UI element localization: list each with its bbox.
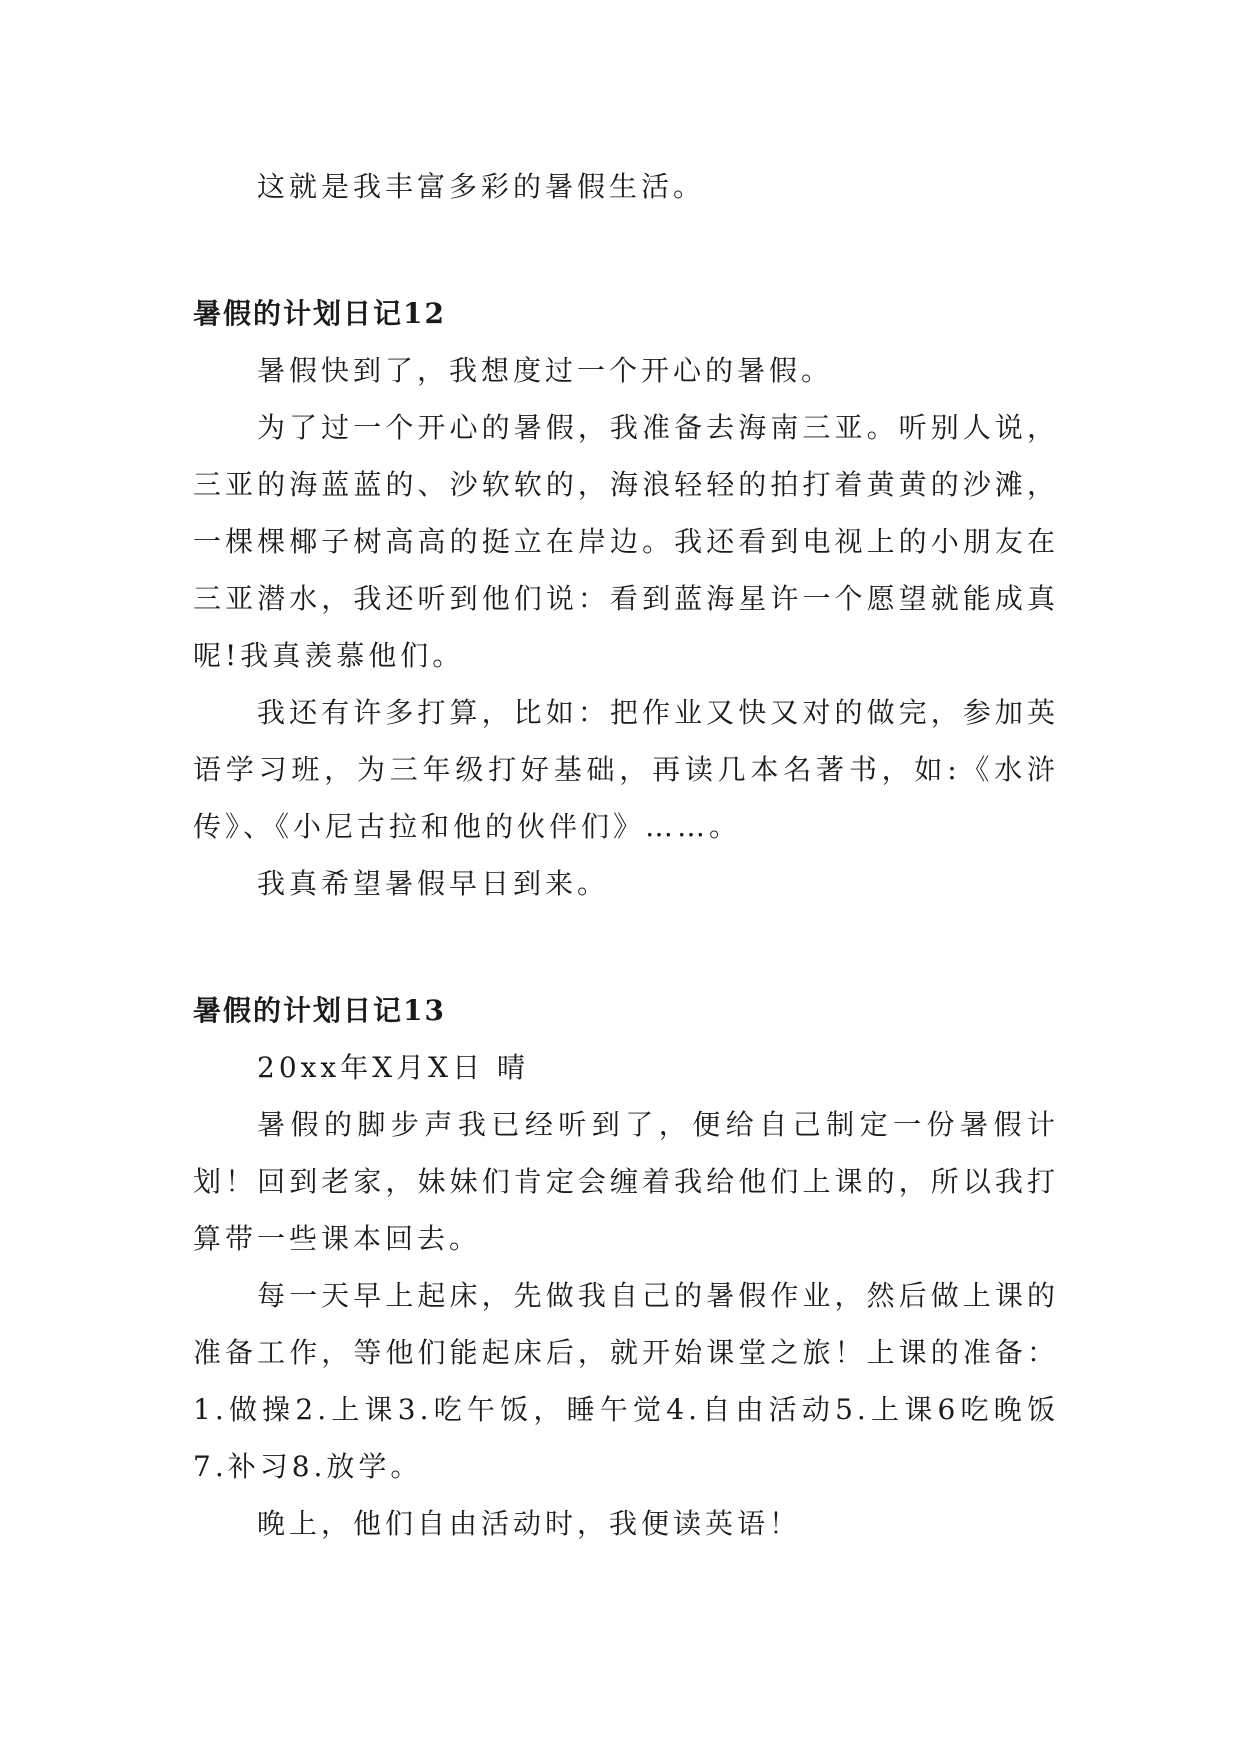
section-spacer — [193, 912, 1059, 982]
section-13-title: 暑假的计划日记13 — [193, 994, 446, 1027]
section-spacer — [193, 215, 1059, 285]
section-12-paragraph-3: 我还有许多打算，比如：把作业又快又对的做完，参加英语学习班，为三年级打好基础，再读几本名著书，如:《水浒传》、《小尼古拉和他的伙伴们》……。 — [193, 696, 1059, 843]
section-13-paragraph-2: 每一天早上起床，先做我自己的暑假作业，然后做上课的准备工作，等他们能起床后，就开始课堂之旅！上课的准备：1.做操2.上课3.吃午饭，睡午觉4.自由活动5.上课6吃晚饭7.补习8.放学。 — [193, 1279, 1059, 1483]
section-12-paragraph-1: 暑假快到了，我想度过一个开心的暑假。 — [257, 354, 834, 387]
section-12-title: 暑假的计划日记12 — [193, 297, 446, 330]
section-12-paragraph-4: 我真希望暑假早日到来。 — [257, 867, 610, 900]
section-13-paragraph-1: 暑假的脚步声我已经听到了，便给自己制定一份暑假计划！回到老家，妹妹们肯定会缠着我给他们上课的，所以我打算带一些课本回去。 — [193, 1108, 1059, 1255]
section-13-paragraph-3: 晚上，他们自由活动时，我便读英语！ — [257, 1507, 802, 1540]
document-body — [193, 158, 1059, 1552]
section-13-date: 20xx年X月X日 晴 — [257, 1051, 529, 1084]
section-12-paragraph-2: 为了过一个开心的暑假，我准备去海南三亚。听别人说，三亚的海蓝蓝的、沙软软的，海浪轻轻的拍打着黄黄的沙滩，一棵棵椰子树高高的挺立在岸边。我还看到电视上的小朋友在三亚潜水，我还听到他们说：看到蓝海星许一个愿望就能成真呢!我真羡慕他们。 — [193, 411, 1059, 672]
intro-paragraph: 这就是我丰富多彩的暑假生活。 — [257, 170, 706, 203]
